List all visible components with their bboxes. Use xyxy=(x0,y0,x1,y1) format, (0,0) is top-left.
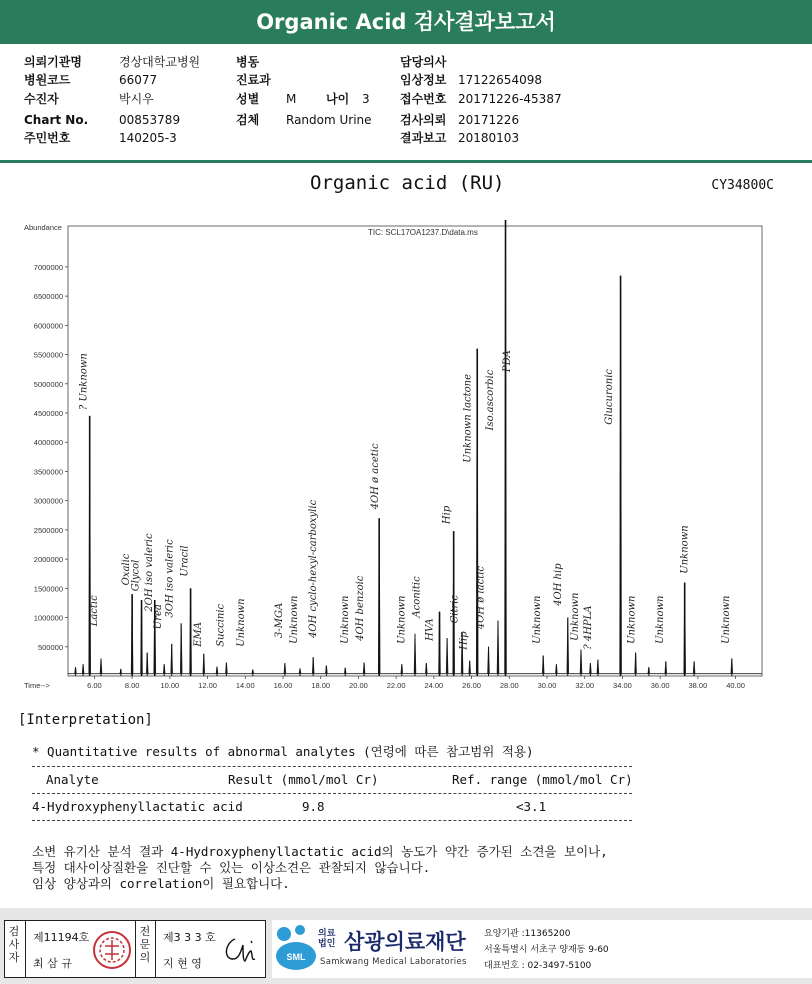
patient-info xyxy=(0,46,812,162)
y-tick-label: 4500000 xyxy=(33,409,63,419)
x-tick-label: 20.00 xyxy=(349,681,368,690)
x-tick-label: 36.00 xyxy=(650,681,670,690)
peak-annotation: Unknown xyxy=(720,595,732,644)
info-value: 경상대학교병원 xyxy=(119,55,201,69)
info-value: 20171226 xyxy=(458,113,520,127)
peak-annotation: Unknown xyxy=(654,595,666,644)
y-tick-label: 3000000 xyxy=(33,496,63,506)
divider xyxy=(155,921,156,977)
peak-annotation: Uracil xyxy=(179,545,191,577)
info-value: 66077 xyxy=(119,73,158,87)
y-tick-label: 1500000 xyxy=(33,584,63,594)
peak-annotation: 4OH ø lactic xyxy=(475,565,487,630)
col-ref: Ref. range (mmol/mol Cr) xyxy=(452,772,633,787)
table-rule xyxy=(32,766,632,767)
peak-annotation: Unknown lactone xyxy=(462,373,474,463)
cell-analyte: 4-Hydroxyphenyllactatic acid xyxy=(32,799,243,814)
y-tick-label: 2000000 xyxy=(33,555,63,565)
info-value: 20180103 xyxy=(458,131,520,145)
footer xyxy=(0,908,812,984)
col-analyte: Analyte xyxy=(46,772,99,787)
sml-logo-icon xyxy=(274,924,318,972)
specialist-label: 전문의 xyxy=(139,925,151,964)
peak-annotation: Oxalic xyxy=(121,553,133,586)
results-table xyxy=(32,764,632,823)
y-tick-label: 4000000 xyxy=(33,438,63,448)
peak-annotation: 4OH ø acetic xyxy=(370,443,382,510)
peak-annotation: Glucuronic xyxy=(603,368,615,425)
divider xyxy=(0,160,812,163)
org-legal-line: 의료 xyxy=(318,929,336,939)
peak-annotation: Unknown xyxy=(679,525,691,574)
note-line: 임상 양상과의 correlation이 필요합니다. xyxy=(32,876,290,891)
x-tick-label: 32.00 xyxy=(575,681,595,690)
peak-annotation: 3-MGA xyxy=(273,602,285,638)
info-label: 나이 xyxy=(326,92,350,106)
y-tick-label: 3500000 xyxy=(33,467,63,477)
x-tick-label: 24.00 xyxy=(424,681,444,690)
peak-annotation: 2OH iso valeric xyxy=(143,533,155,612)
peak-annotation: Unknown xyxy=(396,595,408,644)
table-rule xyxy=(32,793,632,794)
peak-annotation: Iso.ascorbic xyxy=(485,369,497,431)
info-label: Chart No. xyxy=(24,113,89,127)
x-tick-label: 8.00 xyxy=(124,681,140,690)
examiner-label: 검사자 xyxy=(8,925,20,964)
table-header-row xyxy=(32,769,632,791)
peak-annotation: EMA xyxy=(192,622,204,647)
y-tick-label: 5000000 xyxy=(33,379,63,389)
sml-badge-text: SML xyxy=(286,952,306,962)
info-label: 병원코드 xyxy=(24,73,71,87)
peak-annotation: Unknown xyxy=(339,595,351,644)
x-tick-label: 14.00 xyxy=(235,681,255,690)
col-result: Result (mmol/mol Cr) xyxy=(228,772,379,787)
x-tick-label: 34.00 xyxy=(613,681,632,690)
interpretation-section xyxy=(18,712,778,891)
info-value: Random Urine xyxy=(286,113,372,127)
chromatogram-chart xyxy=(22,218,784,698)
y-tick-label: 1000000 xyxy=(33,613,63,623)
org-legal-type xyxy=(318,929,335,949)
divider xyxy=(135,921,136,977)
org-name-en: Samkwang Medical Laboratories xyxy=(320,957,467,967)
chromatogram-svg xyxy=(22,218,784,698)
info-label: 접수번호 xyxy=(400,92,447,106)
report-banner-title: Organic Acid 검사결과보고서 xyxy=(0,0,812,44)
peak-annotation: PDA xyxy=(502,350,514,373)
org-phone: 대표번호 : 02-3497-5100 xyxy=(484,961,592,971)
peak-annotation: Hip xyxy=(441,505,453,525)
org-legal-line: 법인 xyxy=(318,939,336,949)
info-label: 임상정보 xyxy=(400,73,447,87)
peak-annotation: ? 4HPLA xyxy=(583,605,595,650)
cell-result: 9.8 xyxy=(302,799,325,814)
info-label: 성별 xyxy=(236,92,260,106)
org-code: 요양기관 :11365200 xyxy=(484,929,571,939)
peak-annotation: 4OH hip xyxy=(553,563,564,606)
info-value: 박시우 xyxy=(119,92,154,106)
peak-annotation: Unknown xyxy=(289,595,300,644)
peak-annotation: Citric xyxy=(449,594,461,624)
y-tick-label: 6500000 xyxy=(33,292,63,302)
peak-annotation: Hip xyxy=(458,631,470,650)
x-tick-label: 26.00 xyxy=(462,681,481,690)
y-tick-label: 500000 xyxy=(37,642,63,652)
info-value: 20171226-45387 xyxy=(458,92,562,106)
y-axis-label: Abundance xyxy=(24,223,62,232)
peak-annotation: Unknown xyxy=(626,595,638,644)
x-tick-label: 40.00 xyxy=(726,681,745,690)
y-tick-label: 2500000 xyxy=(33,525,63,535)
peak-annotation: ? Unknown xyxy=(78,353,90,411)
examiner-name: 최 삼 규 xyxy=(33,957,72,970)
x-tick-label: 38.00 xyxy=(688,681,708,690)
report-code: CY34800C xyxy=(711,178,774,193)
signature-box xyxy=(4,920,266,978)
info-value: 140205-3 xyxy=(119,131,177,145)
peak-annotation: Aconitic xyxy=(411,576,423,618)
peak-annotation: Urea xyxy=(153,604,165,630)
signature-icon xyxy=(221,931,261,969)
peak-annotation: 4OH cyclo-hexyl-carboxylic xyxy=(307,499,319,638)
info-label: 수진자 xyxy=(24,92,59,106)
org-address: 서울특별시 서초구 양재동 9-60 xyxy=(484,945,609,955)
examiner-license: 제11194호 xyxy=(33,931,90,944)
divider xyxy=(25,921,26,977)
peak-annotation: Unknown xyxy=(532,595,544,644)
interpretation-heading: [Interpretation] xyxy=(18,712,153,728)
table-row xyxy=(32,796,632,818)
x-tick-label: 12.00 xyxy=(198,681,217,690)
cell-ref: <3.1 xyxy=(516,799,547,814)
interpretation-subheading: * Quantitative results of abnormal analytes (연령에 따른 참고범위 적용) xyxy=(32,744,534,759)
peak-annotation: Glycol xyxy=(130,559,142,592)
y-tick-label: 6000000 xyxy=(33,321,63,331)
peak-annotation: Unknown xyxy=(570,592,581,641)
x-tick-label: 30.00 xyxy=(537,681,557,690)
x-tick-label: 16.00 xyxy=(273,681,293,690)
info-label: 검사의뢰 xyxy=(400,113,447,127)
info-label: 의뢰기관명 xyxy=(24,55,82,69)
info-value: 00853789 xyxy=(119,113,181,127)
peak-annotation: Unknown xyxy=(236,598,248,647)
report-title: Organic acid (RU) xyxy=(310,172,505,194)
peak-annotation: 3OH iso valeric xyxy=(164,539,176,618)
y-tick-label: 7000000 xyxy=(33,262,63,272)
specialist-license: 제3 3 3 호 xyxy=(163,931,216,944)
info-value: M xyxy=(286,92,297,106)
info-label: 검체 xyxy=(236,113,260,127)
peak-annotation: Succinic xyxy=(215,603,227,647)
note-line: 소변 유기산 분석 결과 4-Hydroxyphenyllactatic acid의 농도가 약간 증가된 소견을 보이나, xyxy=(32,844,608,859)
note-line: 특정 대사이상질환을 진단할 수 있는 이상소견은 관찰되지 않습니다. xyxy=(32,860,431,875)
info-label: 담당의사 xyxy=(400,55,447,69)
info-label: 병동 xyxy=(236,55,260,69)
info-label: 결과보고 xyxy=(400,131,447,145)
info-label: 주민번호 xyxy=(24,131,71,145)
x-axis-label: Time--> xyxy=(24,681,50,690)
chart-title: TIC: SCL17OA1237.D\data.ms xyxy=(368,228,478,237)
info-value: 3 xyxy=(362,92,370,106)
report-title-row xyxy=(0,170,812,198)
info-label: 진료과 xyxy=(236,73,271,87)
seal-stamp-icon xyxy=(91,929,133,971)
y-tick-label: 5500000 xyxy=(33,350,63,360)
x-tick-label: 6.00 xyxy=(87,681,102,690)
org-logo-block xyxy=(272,920,812,978)
specialist-name: 지 현 영 xyxy=(163,957,202,970)
info-value: 17122654098 xyxy=(458,73,542,87)
table-rule xyxy=(32,820,632,821)
peak-annotation: HVA xyxy=(424,618,436,641)
x-tick-label: 10.00 xyxy=(160,681,180,690)
org-name: 삼광의료재단 xyxy=(344,930,466,954)
x-tick-label: 22.00 xyxy=(386,681,406,690)
x-tick-label: 28.00 xyxy=(499,681,519,690)
x-tick-label: 18.00 xyxy=(311,681,331,690)
interpretation-note xyxy=(32,844,608,892)
peak-annotation: Lactic xyxy=(89,595,101,627)
peak-annotation: 4OH benzoic xyxy=(355,575,366,641)
